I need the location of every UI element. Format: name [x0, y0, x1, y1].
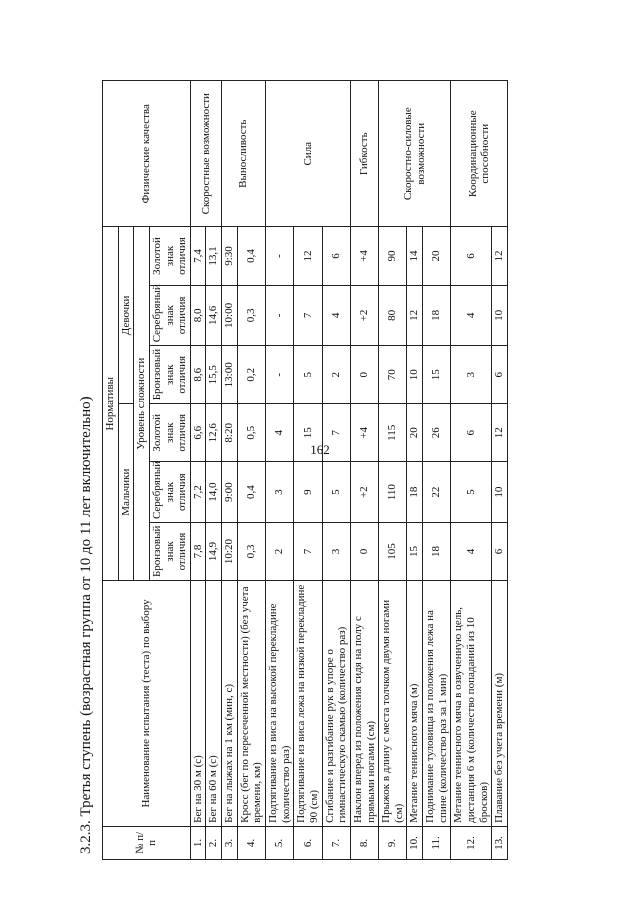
girls-gold-value: 13,1: [206, 227, 222, 285]
header-name: Наименование испытания (теста) по выбору: [103, 581, 191, 827]
girls-bronze-value: 70: [379, 346, 407, 404]
girls-gold-value: 7,4: [190, 227, 206, 285]
quality-coordination: Координационные способности: [451, 81, 508, 227]
boys-bronze-value: 15: [407, 523, 423, 581]
boys-bronze-value: 7: [294, 523, 322, 581]
row-name: Подтягивание из виса лежа на низкой перекладине 90 (см): [294, 581, 322, 827]
quality-speed-strength: Скоростно-силовые возможности: [379, 81, 451, 227]
boys-silver-value: 5: [322, 462, 350, 523]
row-name: Сгибание и разгибание рук в упоре о гимнастическую скамью (количество раз): [322, 581, 350, 827]
boys-gold-value: 20: [407, 404, 423, 462]
table-row: [379, 81, 407, 860]
boys-bronze-value: 14,9: [206, 523, 222, 581]
boys-gold-value: 4: [266, 404, 294, 462]
girls-gold-value: 6: [322, 227, 350, 285]
boys-silver-value: 110: [379, 462, 407, 523]
girls-bronze-value: 5: [294, 346, 322, 404]
boys-silver-value: 3: [266, 462, 294, 523]
quality-strength: Сила: [266, 81, 351, 227]
header-girls-silver: Серебряный знак отличия: [149, 285, 190, 346]
girls-bronze-value: 0,2: [237, 346, 265, 404]
boys-bronze-value: 0,3: [237, 523, 265, 581]
boys-bronze-value: 18: [423, 523, 451, 581]
girls-silver-value: 7: [294, 285, 322, 346]
row-name: Поднимание туловища из положения лежа на спине (количество раз за 1 мин): [423, 581, 451, 827]
row-num: 10.: [407, 826, 423, 859]
girls-bronze-value: 0: [350, 346, 378, 404]
header-normatives: Нормативы: [103, 227, 119, 581]
girls-gold-value: 9:30: [222, 227, 238, 285]
row-num: 9.: [379, 826, 407, 859]
boys-gold-value: 12,6: [206, 404, 222, 462]
boys-gold-value: +4: [350, 404, 378, 462]
boys-silver-value: +2: [350, 462, 378, 523]
boys-silver-value: 18: [407, 462, 423, 523]
row-name: Прыжок в длину с места толчком двумя ногами (см): [379, 581, 407, 827]
header-boys-gold: Золотой знак отличия: [149, 404, 190, 462]
row-name: Бег на 60 м (с): [206, 581, 222, 827]
boys-gold-value: 0,5: [237, 404, 265, 462]
boys-bronze-value: 3: [322, 523, 350, 581]
table-row: [266, 81, 294, 860]
page-number: 162: [310, 442, 330, 457]
row-num: 1.: [190, 826, 206, 859]
girls-bronze-value: 15,5: [206, 346, 222, 404]
girls-silver-value: 10:00: [222, 285, 238, 346]
girls-bronze-value: 13:00: [222, 346, 238, 404]
header-girls-gold: Золотой знак отличия: [149, 227, 190, 285]
row-num: 5.: [266, 826, 294, 859]
normatives-table: [102, 80, 508, 860]
girls-silver-value: 4: [451, 285, 492, 346]
girls-gold-value: 90: [379, 227, 407, 285]
table-row: [350, 81, 378, 860]
girls-silver-value: 0,3: [237, 285, 265, 346]
row-num: 11.: [423, 826, 451, 859]
table-row: [222, 81, 238, 860]
boys-bronze-value: 0: [350, 523, 378, 581]
boys-gold-value: 26: [423, 404, 451, 462]
row-name: Бег на 30 м (с): [190, 581, 206, 827]
girls-silver-value: 18: [423, 285, 451, 346]
boys-silver-value: 7,2: [190, 462, 206, 523]
header-girls: Девочки: [118, 227, 134, 404]
row-num: 4.: [237, 826, 265, 859]
boys-gold-value: 7: [322, 404, 350, 462]
row-name: Кросс (бег по пересеченной местности) (без учета времени, км): [237, 581, 265, 827]
boys-gold-value: 12: [492, 404, 508, 462]
girls-bronze-value: 3: [451, 346, 492, 404]
girls-silver-value: 12: [407, 285, 423, 346]
boys-bronze-value: 105: [379, 523, 407, 581]
girls-gold-value: +4: [350, 227, 378, 285]
header-level: Уровень сложности: [134, 227, 150, 581]
rotated-content: [70, 50, 540, 860]
boys-silver-value: 5: [451, 462, 492, 523]
girls-silver-value: -: [266, 285, 294, 346]
row-num: 12.: [451, 826, 492, 859]
header-quality: Физические качества: [103, 81, 191, 227]
header-boys: Мальчики: [118, 404, 134, 581]
girls-bronze-value: 15: [423, 346, 451, 404]
boys-bronze-value: 10:20: [222, 523, 238, 581]
boys-gold-value: 8:20: [222, 404, 238, 462]
girls-silver-value: +2: [350, 285, 378, 346]
boys-gold-value: 6: [451, 404, 492, 462]
girls-gold-value: -: [266, 227, 294, 285]
row-name: Метание теннисного мяча (м): [407, 581, 423, 827]
girls-silver-value: 10: [492, 285, 508, 346]
girls-silver-value: 4: [322, 285, 350, 346]
girls-gold-value: 12: [492, 227, 508, 285]
row-num: 2.: [206, 826, 222, 859]
boys-gold-value: 115: [379, 404, 407, 462]
row-num: 13.: [492, 826, 508, 859]
boys-silver-value: 9:00: [222, 462, 238, 523]
row-num: 6.: [294, 826, 322, 859]
girls-bronze-value: -: [266, 346, 294, 404]
table-row: [451, 81, 492, 860]
quality-speed: Скоростные возможности: [190, 81, 221, 227]
header-num: № п/п: [103, 826, 191, 859]
girls-bronze-value: 2: [322, 346, 350, 404]
girls-gold-value: 14: [407, 227, 423, 285]
boys-gold-value: 6,6: [190, 404, 206, 462]
header-boys-bronze: Бронзовый знак отличия: [149, 523, 190, 581]
boys-silver-value: 0,4: [237, 462, 265, 523]
header-row-1: [103, 81, 119, 860]
boys-bronze-value: 6: [492, 523, 508, 581]
girls-gold-value: 6: [451, 227, 492, 285]
row-name: Метание теннисного мяча в озвученную цель, дистанция 6 м (количество попаданий из 10 бросков): [451, 581, 492, 827]
header-girls-bronze: Бронзовый знак отличия: [149, 346, 190, 404]
row-num: 3.: [222, 826, 238, 859]
girls-gold-value: 12: [294, 227, 322, 285]
girls-gold-value: 20: [423, 227, 451, 285]
girls-silver-value: 80: [379, 285, 407, 346]
table-row: [190, 81, 206, 860]
girls-bronze-value: 6: [492, 346, 508, 404]
girls-silver-value: 14,6: [206, 285, 222, 346]
row-name: Бег на лыжах на 1 км (мин, с): [222, 581, 238, 827]
boys-bronze-value: 7,8: [190, 523, 206, 581]
header-boys-silver: Серебряный знак отличия: [149, 462, 190, 523]
boys-bronze-value: 4: [451, 523, 492, 581]
row-num: 7.: [322, 826, 350, 859]
boys-silver-value: 9: [294, 462, 322, 523]
girls-silver-value: 8,0: [190, 285, 206, 346]
row-name: Плавание без учета времени (м): [492, 581, 508, 827]
boys-silver-value: 22: [423, 462, 451, 523]
girls-bronze-value: 8,6: [190, 346, 206, 404]
boys-bronze-value: 2: [266, 523, 294, 581]
girls-gold-value: 0,4: [237, 227, 265, 285]
row-num: 8.: [350, 826, 378, 859]
row-name: Наклон вперед из положения сидя на полу с прямыми ногами (см): [350, 581, 378, 827]
row-name: Подтягивание из виса на высокой перекладине (количество раз): [266, 581, 294, 827]
quality-flexibility: Гибкость: [350, 81, 378, 227]
boys-silver-value: 10: [492, 462, 508, 523]
girls-bronze-value: 10: [407, 346, 423, 404]
quality-endurance: Выносливость: [222, 81, 266, 227]
page-title: 3.2.3. Третья ступень (возрастная группа от 10 до 11 лет включительно): [78, 396, 94, 854]
boys-silver-value: 14,0: [206, 462, 222, 523]
boys-gold-value: 15: [294, 404, 322, 462]
